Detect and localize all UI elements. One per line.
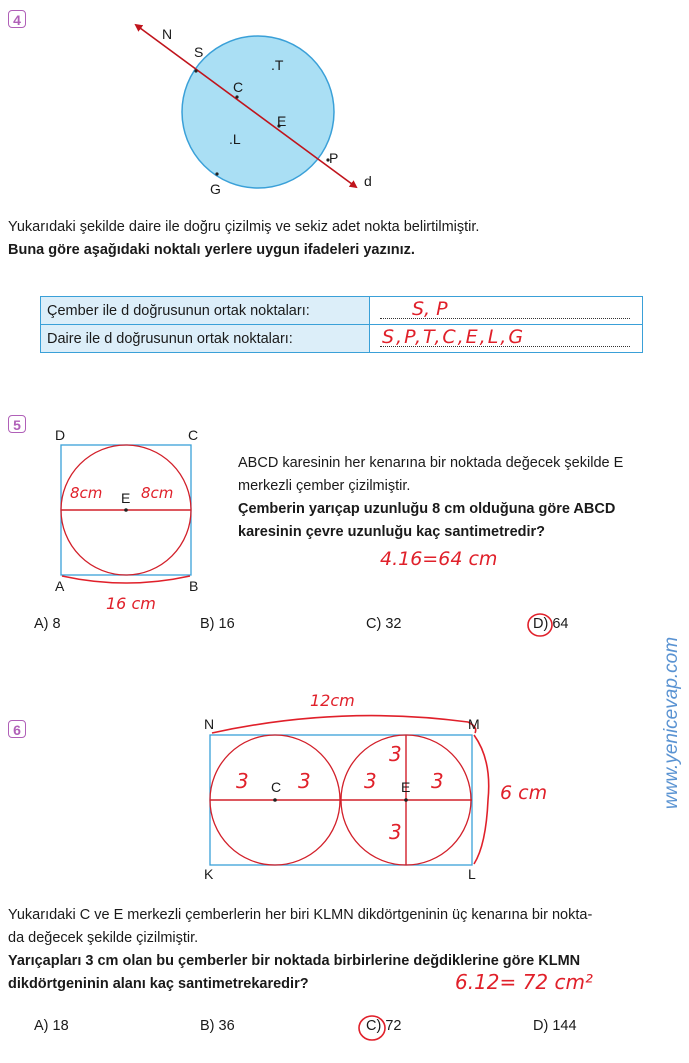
q4-text-2: Buna göre aşağıdaki noktalı yerlere uygun ifadeleri yazınız. (8, 242, 415, 258)
q6-text-4: dikdörtgeninin alanı kaç santimetrekaredir? (8, 976, 309, 992)
q6-top-length: 12cm (310, 691, 355, 710)
q5-text-3: Çemberin yarıçap uzunluğu 8 cm olduğuna göre ABCD (238, 501, 616, 517)
q5-option-b[interactable]: B) 16 (200, 616, 235, 632)
q5-option-d[interactable]: D) 64 (533, 616, 569, 632)
q6-text-3: Yarıçapları 3 cm olan bu çemberler bir noktada birbirlerine değdiklerine göre KLMN (8, 953, 581, 969)
q4-label-P: P (329, 150, 339, 166)
q6-radius-label: 3 (389, 742, 402, 766)
question-number-6: 6 (8, 720, 26, 738)
q5-label-D: D (55, 427, 66, 443)
q5-option-c[interactable]: C) 32 (366, 616, 402, 632)
q6-text-1: Yukarıdaki C ve E merkezli çemberlerin her biri KLMN dikdörtgeninin üç kenarına bir nokta- (8, 907, 593, 923)
q6-label-K: K (204, 866, 214, 882)
q4-label-G: G (210, 181, 221, 197)
question-number-4: 4 (8, 10, 26, 28)
q5-label-E: E (121, 490, 131, 506)
question-number-5: 5 (8, 415, 26, 433)
q6-side-length: 6 cm (500, 782, 548, 804)
q5-text-4: karesinin çevre uzunluğu kaç santimetredir? (238, 524, 546, 540)
q5-side-length: 16 cm (106, 594, 156, 613)
q6-label-E: E (401, 779, 411, 795)
q5-work: 4.16=64 cm (380, 548, 498, 570)
q6-radius-label: 3 (364, 769, 377, 793)
q5-label-B: B (189, 578, 199, 594)
q5-text-1: ABCD karesinin her kenarına bir noktada değecek şekilde E (238, 455, 624, 471)
q6-label-L: L (468, 866, 476, 882)
q6-label-N: N (204, 716, 215, 732)
q5-radius-right: 8cm (141, 484, 174, 502)
q5-label-A: A (55, 578, 65, 594)
q4-label-L: .L (229, 131, 241, 147)
q4-text-1: Yukarıdaki şekilde daire ile doğru çizilmiş ve sekiz adet nokta belirtilmiştir. (8, 219, 480, 235)
q4-label-d: d (364, 173, 372, 189)
q6-label-C: C (271, 779, 282, 795)
q6-work: 6.12= 72 cm² (455, 970, 593, 994)
row-label: Daire ile d doğrusunun ortak noktaları: (41, 325, 370, 353)
q6-radius-label: 3 (389, 820, 402, 844)
watermark (660, 612, 684, 834)
row-answer: S,P,T,C,E,L,G (382, 326, 526, 348)
q4-label-T: .T (271, 57, 284, 73)
q4-label-N: N (162, 26, 173, 42)
row-label: Çember ile d doğrusunun ortak noktaları: (41, 297, 370, 325)
q6-option-d[interactable]: D) 144 (533, 1018, 577, 1034)
q4-label-E: E (277, 113, 287, 129)
q6-option-a[interactable]: A) 18 (34, 1018, 69, 1034)
q6-radius-label: 3 (298, 769, 311, 793)
q6-option-b[interactable]: B) 36 (200, 1018, 235, 1034)
q6-option-c[interactable]: C) 72 (366, 1018, 402, 1034)
q6-label-M: M (468, 716, 480, 732)
q5-radius-left: 8cm (70, 484, 103, 502)
q4-label-S: S (194, 44, 204, 60)
q4-label-C: C (233, 79, 244, 95)
q5-option-a[interactable]: A) 8 (34, 616, 61, 632)
watermark-text: www.yenicevap.com (661, 636, 683, 810)
q6-radius-label: 3 (236, 769, 249, 793)
q6-radius-label: 3 (431, 769, 444, 793)
q5-text-2: merkezli çember çizilmiştir. (238, 478, 411, 494)
row-answer: S, P (412, 298, 448, 320)
q6-text-2: da değecek şekilde çizilmiştir. (8, 930, 199, 946)
q5-label-C: C (188, 427, 199, 443)
